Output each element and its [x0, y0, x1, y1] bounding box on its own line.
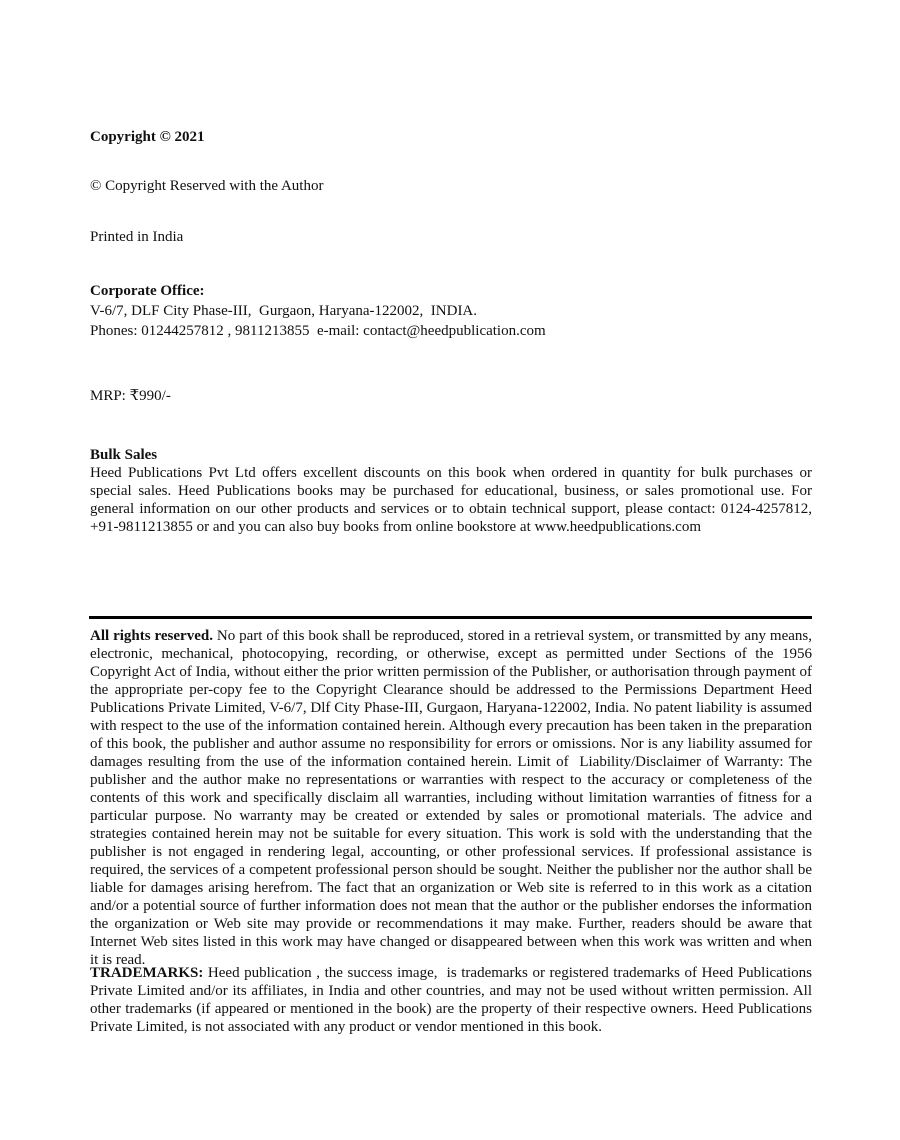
bulk-sales-paragraph: Heed Publications Pvt Ltd offers excellent discounts on this book when ordered in quantity for bulk purchases or special sales. Heed Publications books may be purchased for educational, business, or sales promotional use. For general information on our other products and services or to obtain technical support, please contact: 0124-4257812, +91-9811213855 or and you can also buy books from online bookstore at www.heedpublications.com: [90, 465, 812, 535]
copyright-year-line: Copyright © 2021: [90, 129, 205, 145]
horizontal-rule: [89, 616, 812, 619]
corporate-office-heading: Corporate Office:: [90, 283, 205, 299]
all-rights-reserved-body: No part of this book shall be reproduced, stored in a retrieval system, or transmitted by any means, electronic, mechanical, photocopying, recording, or otherwise, except as permitted under Sections of the 1956 Copyright Act of India, without either the prior written permission of the Publisher, or authorisation through payment of the appropriate per-copy fee to the Copyright Clearance should be addressed to the Permissions Department Heed Publications Private Limited, V-6/7, Dlf City Phase-III, Gurgaon, Haryana-122002, India. No patent liability is assumed with respect to the use of the information contained herein. Although every precaution has been taken in the preparation of this book, the publisher and author assume no responsibility for errors or omissions. Nor is any liability assumed for damages resulting from the use of the information contained herein. Limit of Liability/Disclaimer of Warranty: The publisher and the author make no representations or warranties with respect to the accuracy or completeness of the contents of this work and specifically disclaim all warranties, including without limitation warranties of fitness for a particular purpose. No warranty may be created or extended by sales or promotional materials. The advice and strategies contained herein may not be suitable for every situation. This work is sold with the understanding that the publisher is not engaged in rendering legal, accounting, or other professional services. If professional assistance is required, the services of a competent professional person should be sought. Neither the publisher nor the author shall be liable for damages arising herefrom. The fact that an organization or Web site is referred to in this work as a citation and/or a potential source of further information does not mean that the author or the publisher endorses the information the organization or Web site may provide or recommendations it may make. Further, readers should be aware that Internet Web sites listed in this work may have changed or disappeared between when this work was written and when it is read.: [90, 628, 812, 968]
printed-in-line: Printed in India: [90, 229, 184, 245]
trademarks-lead: TRADEMARKS:: [90, 965, 204, 981]
all-rights-reserved-paragraph: [90, 627, 812, 969]
trademarks-paragraph: [90, 964, 812, 1036]
all-rights-reserved-lead: All rights reserved.: [90, 628, 213, 644]
corporate-office-phones: Phones: 01244257812 , 9811213855 e-mail: contact@heedpublication.com: [90, 323, 546, 339]
copyright-reserved-line: © Copyright Reserved with the Author: [90, 178, 324, 194]
corporate-office-address: V-6/7, DLF City Phase-III, Gurgaon, Haryana-122002, INDIA.: [90, 303, 478, 319]
corporate-office-block: [90, 281, 546, 341]
bulk-sales-heading: Bulk Sales: [90, 447, 158, 463]
trademarks-body: Heed publication , the success image, is trademarks or registered trademarks of Heed Publications Private Limited and/or its affiliates, in India and other countries, and may not be used without written permission. All other trademarks (if appeared or mentioned in the book) are the property of their respective owners. Heed Publications Private Limited, is not associated with any product or vendor mentioned in this book.: [90, 965, 812, 1035]
mrp-line: MRP: ₹990/-: [90, 388, 171, 404]
